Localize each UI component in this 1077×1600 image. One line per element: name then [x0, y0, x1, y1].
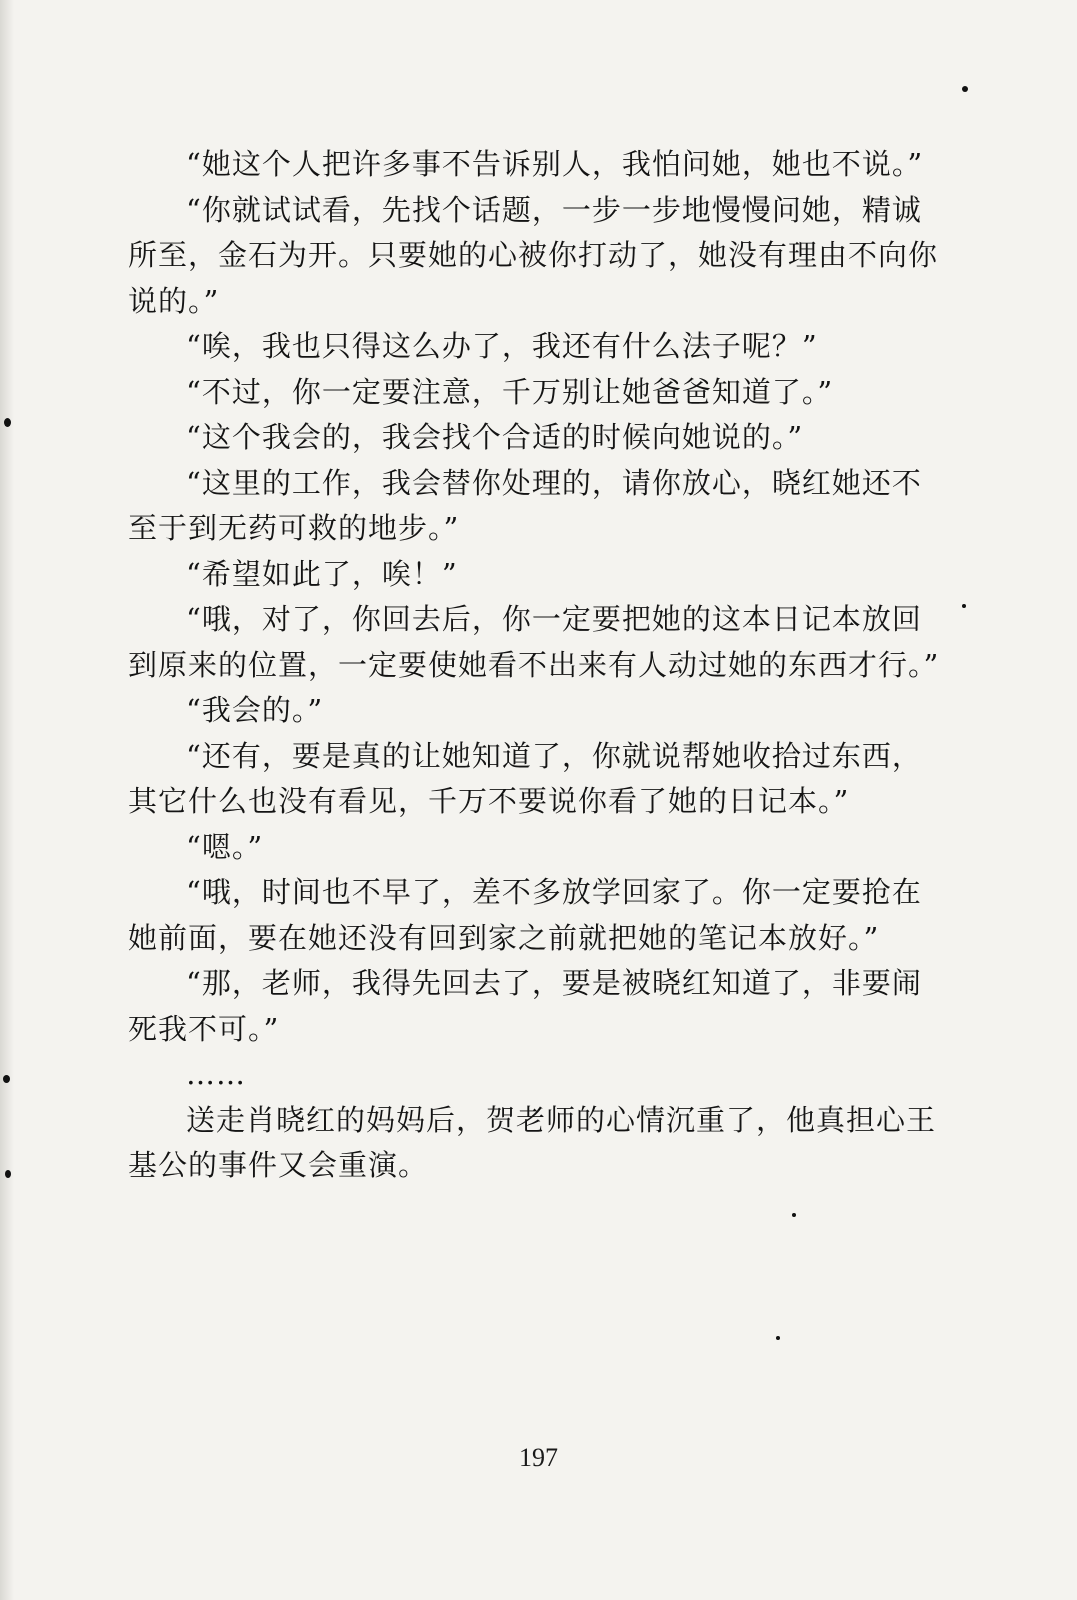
- paragraph: “你就试试看，先找个话题，一步一步地慢慢问她，精诚所至，金石为开。只要她的心被你打动了，她没有理由不向你说的。”: [128, 192, 939, 318]
- scan-speck: [5, 1170, 11, 1178]
- paragraph: “希望如此了，唉！”: [186, 556, 458, 591]
- paragraph: “这里的工作，我会替你处理的，请你放心，晓红她还不至于到无药可救的地步。”: [128, 465, 922, 545]
- body-text: [128, 142, 948, 1189]
- scan-speck: [4, 418, 11, 427]
- paragraph: “哦，对了，你回去后，你一定要把她的这本日记本放回到原来的位置，一定要使她看不出来有人动过她的东西才行。”: [128, 602, 940, 682]
- paragraph: “那，老师，我得先回去了，要是被晓红知道了，非要闹死我不可。”: [128, 966, 922, 1046]
- scan-speck: [3, 1075, 10, 1083]
- scan-speck: [962, 86, 968, 92]
- page-number: 197: [519, 1443, 558, 1472]
- scan-edge-shadow: [0, 0, 14, 1600]
- scan-speck: [962, 604, 966, 608]
- paragraph: “嗯。”: [186, 829, 264, 864]
- paragraph: “我会的。”: [186, 693, 324, 727]
- paragraph: “唉，我也只得这么办了，我还有什么法子呢？”: [186, 329, 818, 363]
- ellipsis-line: ……: [186, 1057, 246, 1091]
- paragraph: “还有，要是真的让她知道了，你就说帮她收拾过东西，其它什么也没有看见，千万不要说你看了她的日记本。”: [128, 738, 922, 818]
- scan-speck: [776, 1336, 780, 1340]
- paragraph: “这个我会的，我会找个合适的时候向她说的。”: [186, 420, 804, 454]
- paragraph: “不过，你一定要注意，千万别让她爸爸知道了。”: [186, 374, 834, 409]
- paragraph: 送走肖晓红的妈妈后，贺老师的心情沉重了，他真担心王基公的事件又会重演。: [128, 1102, 937, 1182]
- scan-speck: [792, 1213, 796, 1217]
- paragraph: “哦，时间也不早了，差不多放学回家了。你一定要抢在她前面，要在她还没有回到家之前就把她的笔记本放好。”: [128, 875, 922, 955]
- paragraph: “她这个人把许多事不告诉别人，我怕问她，她也不说。”: [186, 147, 924, 181]
